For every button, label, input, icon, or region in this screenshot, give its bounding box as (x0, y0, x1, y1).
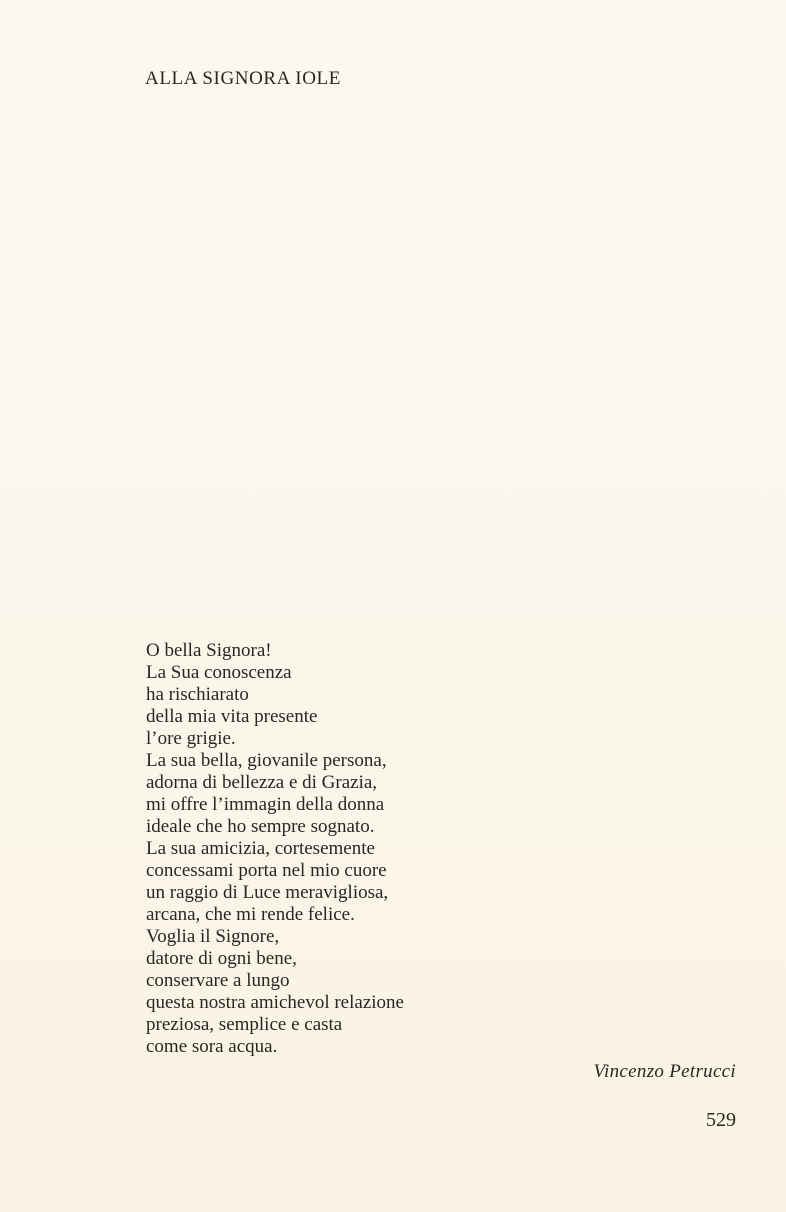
poem-line: concessami porta nel mio cuore (146, 860, 387, 881)
poem-line: ha rischiarato (146, 684, 249, 705)
poem-line: mi offre l’immagin della donna (146, 794, 385, 815)
poem-line: adorna di bellezza e di Grazia, (146, 772, 378, 793)
poem-line: La Sua conoscenza (146, 662, 292, 683)
poem-title: ALLA SIGNORA IOLE (145, 68, 341, 89)
poem-line: datore di ogni bene, (146, 948, 297, 969)
poem-line: Voglia il Signore, (146, 926, 280, 947)
poem-line: O bella Signora! (146, 640, 272, 661)
poem-line: ideale che ho sempre sognato. (146, 816, 375, 837)
poem-line: preziosa, semplice e casta (146, 1014, 343, 1035)
page-number: 529 (706, 1109, 736, 1131)
poem-line: l’ore grigie. (146, 728, 236, 749)
author-signature: Vincenzo Petrucci (593, 1061, 736, 1082)
poem-line: La sua amicizia, cortesemente (146, 838, 375, 859)
poem-line: della mia vita presente (146, 706, 318, 727)
poem-line: arcana, che mi rende felice. (146, 904, 355, 925)
poem-line: questa nostra amichevol relazione (146, 992, 404, 1013)
poem-line: La sua bella, giovanile persona, (146, 750, 387, 771)
poem-line: come sora acqua. (146, 1036, 278, 1057)
poem-line: un raggio di Luce meravigliosa, (146, 882, 389, 903)
poem-line: conservare a lungo (146, 970, 290, 991)
poem-body (146, 640, 404, 1058)
